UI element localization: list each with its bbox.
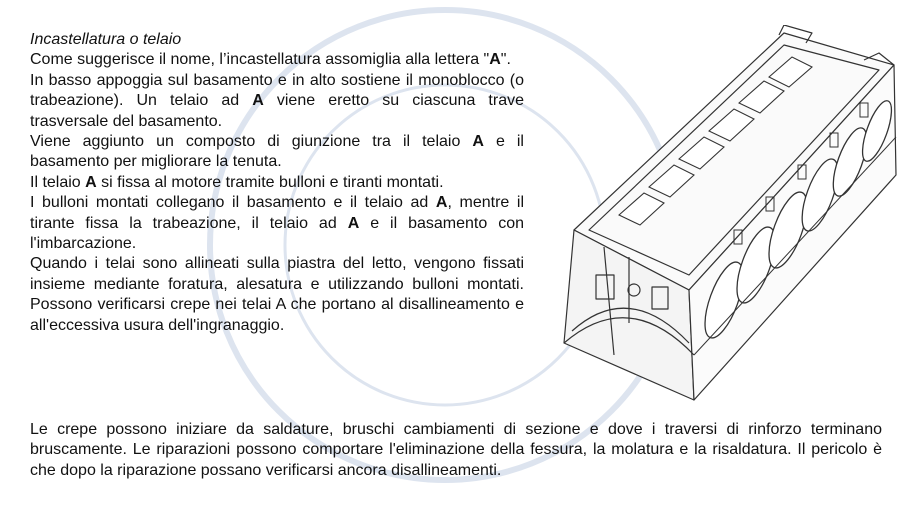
bottom-paragraph: Le crepe possono iniziare da saldature, bruschi cambiamenti di sezione e dove i traversi di rinforzo terminano bruscamente. Le riparazioni possono comportare l'eliminazione della fessura, la molatura e la risaldatura. Il pericolo è che dopo la riparazione possano verificarsi ancora disallineamenti.	[30, 421, 882, 479]
paragraph-6: Quando i telai sono allineati sulla piastra del letto, vengono fissati insieme mediante foratura, alesatura e utilizzando bulloni montati. Possono verificarsi crepe nei telai A che portano al disallineamento e all'eccessiva usura dell'ingranaggio.	[30, 255, 524, 334]
paragraph-4: Il telaio A si fissa al motore tramite bulloni e tiranti montati.	[30, 173, 444, 191]
paragraph-5: I bulloni montati collegano il basamento e il telaio ad A, mentre il tirante fissa la trabeazione, il telaio ad A e il basamento con l'imbarcazione.	[30, 194, 525, 253]
paragraph-1: Come suggerisce il nome, l’incastellatura assomiglia alla lettera "A".	[30, 51, 511, 69]
section-heading: Incastellatura o telaio	[30, 31, 182, 48]
main-text-column	[30, 30, 524, 336]
engine-frame-drawing	[534, 25, 898, 410]
paragraph-3: Viene aggiunto un composto di giunzione tra il telaio A e il basamento per migliorare la tenuta.	[30, 133, 524, 171]
paragraph-2: In basso appoggia sul basamento e in alto sostiene il monoblocco (o trabeazione). Un telaio ad A viene eretto su ciascuna trave trasversale del basamento.	[30, 71, 524, 130]
